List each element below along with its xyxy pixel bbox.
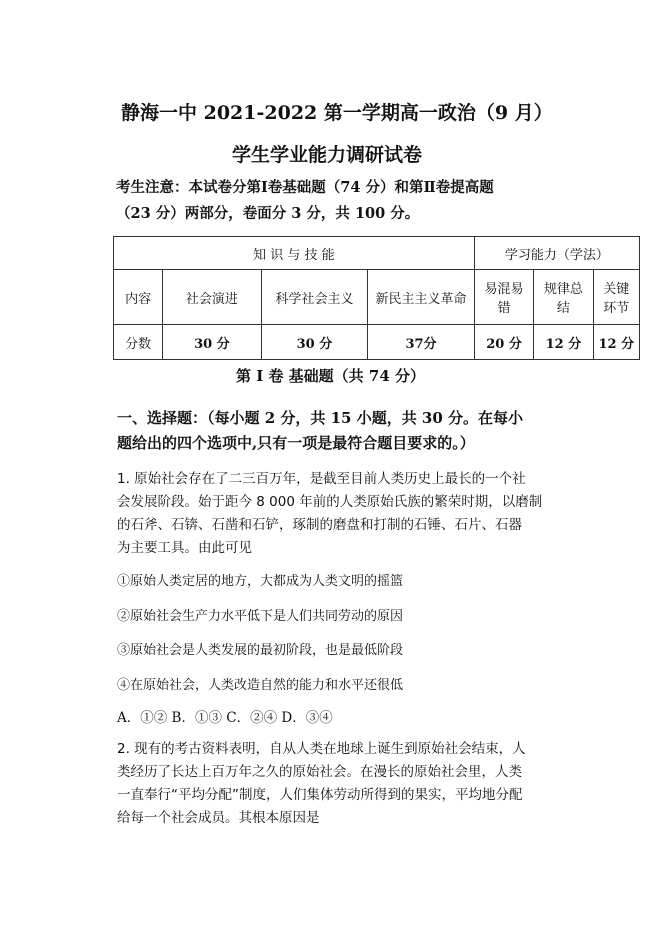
question-1-answer-choices: A．①② B．①③ C．②④ D．③④ xyxy=(117,710,333,726)
exam-notice-line2: （23 分）两部分，卷面分 3 分，共 100 分。 xyxy=(116,205,420,222)
table-group-knowledge: 知 识 与 技 能 xyxy=(114,237,475,270)
table-score-cell: 12 分 xyxy=(593,325,639,360)
question-1-stem-line: 会发展阶段。始于距今 8 000 年前的人类原始氏族的繁荣时期，以磨制 xyxy=(117,494,543,510)
table-group-ability: 学习能力（学法） xyxy=(474,237,639,270)
table-score-cell: 37分 xyxy=(368,325,475,360)
table-score-cell: 30 分 xyxy=(261,325,368,360)
table-col-header: 关键环节 xyxy=(593,270,639,325)
question-1-stem-line: 1. 原始社会存在了二三百万年，是截至目前人类历史上最长的一个社 xyxy=(117,471,526,487)
exam-title-line1: 静海一中 2021-2022 第一学期高一政治（9 月） xyxy=(121,102,553,124)
choice-instruction-line2: 题给出的四个选项中,只有一项是最符合题目要求的。） xyxy=(117,434,475,452)
question-1-option: ③原始社会是人类发展的最初阶段，也是最低阶段 xyxy=(117,643,404,658)
question-2-stem-line: 类经历了长达上百万年之久的原始社会。在漫长的原始社会里，人类 xyxy=(117,764,522,780)
question-2-stem-line: 2. 现有的考古资料表明，自从人类在地球上诞生到原始社会结束，人 xyxy=(117,741,526,757)
question-1-stem-line: 为主要工具。由此可见 xyxy=(117,540,252,556)
table-score-cell: 30 分 xyxy=(163,325,261,360)
table-row-label-content: 内容 xyxy=(114,270,163,325)
table-score-cell: 20 分 xyxy=(474,325,533,360)
section-heading: 第 I 卷 基础题（共 74 分） xyxy=(236,367,426,385)
table-col-header: 新民主主义革命 xyxy=(368,270,475,325)
table-col-header: 社会演进 xyxy=(163,270,261,325)
table-col-header: 规律总结 xyxy=(534,270,593,325)
question-1-stem-line: 的石斧、石锛、石凿和石铲，琢制的磨盘和打制的石锤、石片、石器 xyxy=(117,517,522,533)
exam-title-line2: 学生学业能力调研试卷 xyxy=(232,144,423,166)
score-distribution-table xyxy=(113,236,640,360)
exam-notice-line1: 考生注意：本试卷分第Ⅰ卷基础题（74 分）和第Ⅱ卷提高题 xyxy=(116,179,494,196)
question-1-option: ④在原始社会，人类改造自然的能力和水平还很低 xyxy=(117,678,404,693)
question-2-stem-line: 给每一个社会成员。其根本原因是 xyxy=(117,810,320,826)
table-col-header: 科学社会主义 xyxy=(261,270,368,325)
question-1-option: ①原始人类定居的地方，大都成为人类文明的摇篮 xyxy=(117,574,404,589)
table-row-label-score: 分数 xyxy=(114,325,163,360)
choice-instruction-line1: 一、选择题：（每小题 2 分，共 15 小题，共 30 分。在每小 xyxy=(117,409,524,427)
question-1-option: ②原始社会生产力水平低下是人们共同劳动的原因 xyxy=(117,609,404,624)
table-score-cell: 12 分 xyxy=(534,325,593,360)
question-2-stem-line: 一直奉行“平均分配”制度，人们集体劳动所得到的果实，平均地分配 xyxy=(117,787,523,803)
table-col-header: 易混易错 xyxy=(474,270,533,325)
